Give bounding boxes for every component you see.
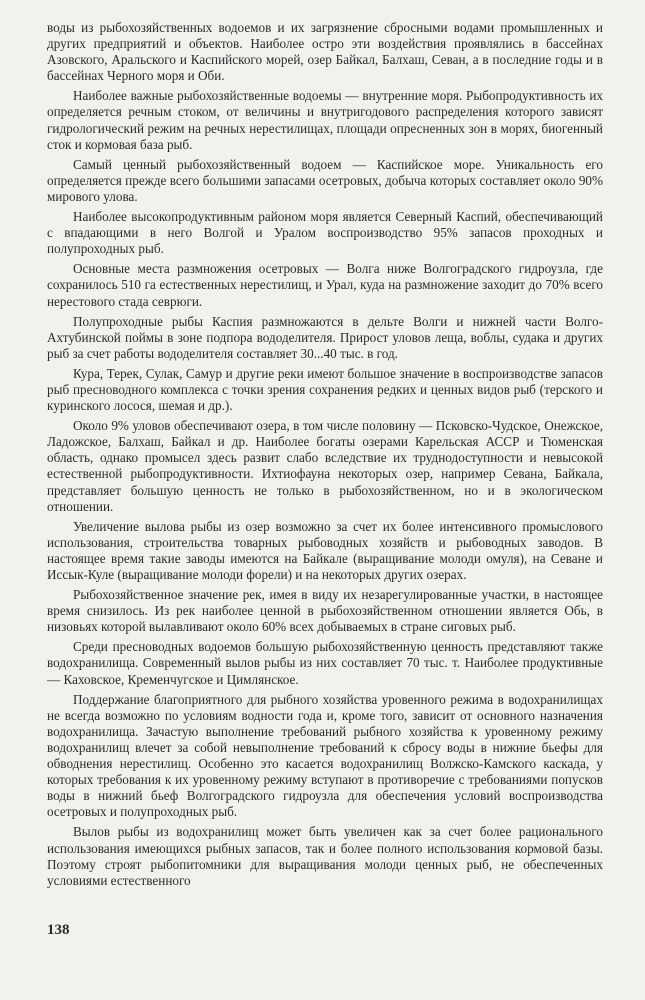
paragraph: Поддержание благоприятного для рыбного хозяйства уровенного режима в водохранилищах не всегда возможно по условиям водности года и, кроме того, зависит от основного назначения водохранилища. Зачастую выполнение требований рыбного хозяйства к уровенному режиму водохранилищ влечет за собой невыполнение требований к сбросу воды в нижние бьефы для обводнения нерестилищ. Особенно это касается водохранилищ Волжско-Камского каскада, у которых требования к их уровенному режиму вступают в противоречие с требованиями попусков воды в нижний бьеф Волгоградского гидроузла для обеспечения условий воспроизводства осетровых и полупроходных рыб. [47,691,603,820]
paragraph: Около 9% уловов обеспечивают озера, в том числе половину — Псковско-Чудское, Онежское, Ладожское, Балхаш, Байкал и др. Наиболее богаты озерами Карельская АССР и Тюменская область, однако промысел здесь развит слабо вследствие их труднодоступности и невысокой естественной рыбопродуктивности. Ихтиофауна некоторых озер, например Севана, Байкала, представляет большую ценность не только в рыбохозяйственном, но и в экологическом отношении. [47,418,603,514]
paragraph: Среди пресноводных водоемов большую рыбохозяйственную ценность представляют также водохранилища. Современный вылов рыбы из них составляет 70 тыс. т. Наиболее продуктивные — Каховское, Кременчугское и Цимлянское. [47,639,603,687]
paragraph: Основные места размножения осетровых — Волга ниже Волгоградского гидроузла, где сохранилось 510 га естественных нерестилищ, и Урал, куда на размножение заходит до 70% всего нерестового стада севрюги. [47,261,603,309]
paragraph: Кура, Терек, Сулак, Самур и другие реки имеют большое значение в воспроизводстве запасов рыб пресноводного комплекса с точки зрения сохранения редких и ценных видов рыб (терского и куринского лосося, шемая и др.). [47,365,603,414]
paragraph: Увеличение вылова рыбы из озер возможно за счет их более интенсивного промыслового использования, строительства товарных рыбоводных хозяйств и рыбоводных заводов. В настоящее время такие заводы имеются на Байкале (выращивание молоди омуля), на Севане и Иссык-Куле (выращивание молоди форели) и на некоторых других озерах. [47,518,603,582]
paragraph: воды из рыбохозяйственных водоемов и их загрязнение сбросными водами промышленных и других предприятий и объектов. Наиболее остро эти воздействия проявлялись в бассейнах Азовского, Аральского и Каспийского морей, озер Байкал, Балхаш, Севан, а в последние годы и в бассейнах Черного моря и Оби. [47,20,603,84]
paragraph: Полупроходные рыбы Каспия размножаются в дельте Волги и нижней части Волго-Ахтубинской поймы в зоне подпора вододелителя. Прирост уловов леща, воблы, судака и других рыб за счет работы вододелителя составляет 30...40 тыс. в год. [47,313,603,361]
page-number: 138 [47,922,70,938]
paragraph: Рыбохозяйственное значение рек, имея в виду их незарегулированные участки, в настоящее время снизилось. Из рек наиболее ценной в рыбохозяйственном отношении является Обь, в низовьях которой вылавливают около 60% всех добываемых в стране сиговых рыб. [47,587,603,635]
paragraph: Наиболее высокопродуктивным районом моря является Северный Каспий, обеспечивающий с впадающими в него Волгой и Уралом воспроизводство 95% запасов проходных и полупроходных рыб. [47,209,603,257]
paragraph: Вылов рыбы из водохранилищ может быть увеличен как за счет более рационального использования имеющихся рыбных запасов, так и более полного использования кормовой базы. Поэтому строят рыбопитомники для выращивания молоди ценных рыб, не обеспеченных условиями естественного [47,824,603,888]
paragraph: Самый ценный рыбохозяйственный водоем — Каспийское море. Уникальность его определяется прежде всего большими запасами осетровых, добыча которых составляет около 90% мирового улова. [47,156,603,204]
body-text [47,20,603,889]
paragraph: Наиболее важные рыбохозяйственные водоемы — внутренние моря. Рыбопродуктивность их определяется речным стоком, от величины и внутригодового распределения которого зависят гидрологический режим на речных нерестилищах, площади опресненных зон в морях, биогенный сток и кормовая база рыб. [47,88,603,152]
